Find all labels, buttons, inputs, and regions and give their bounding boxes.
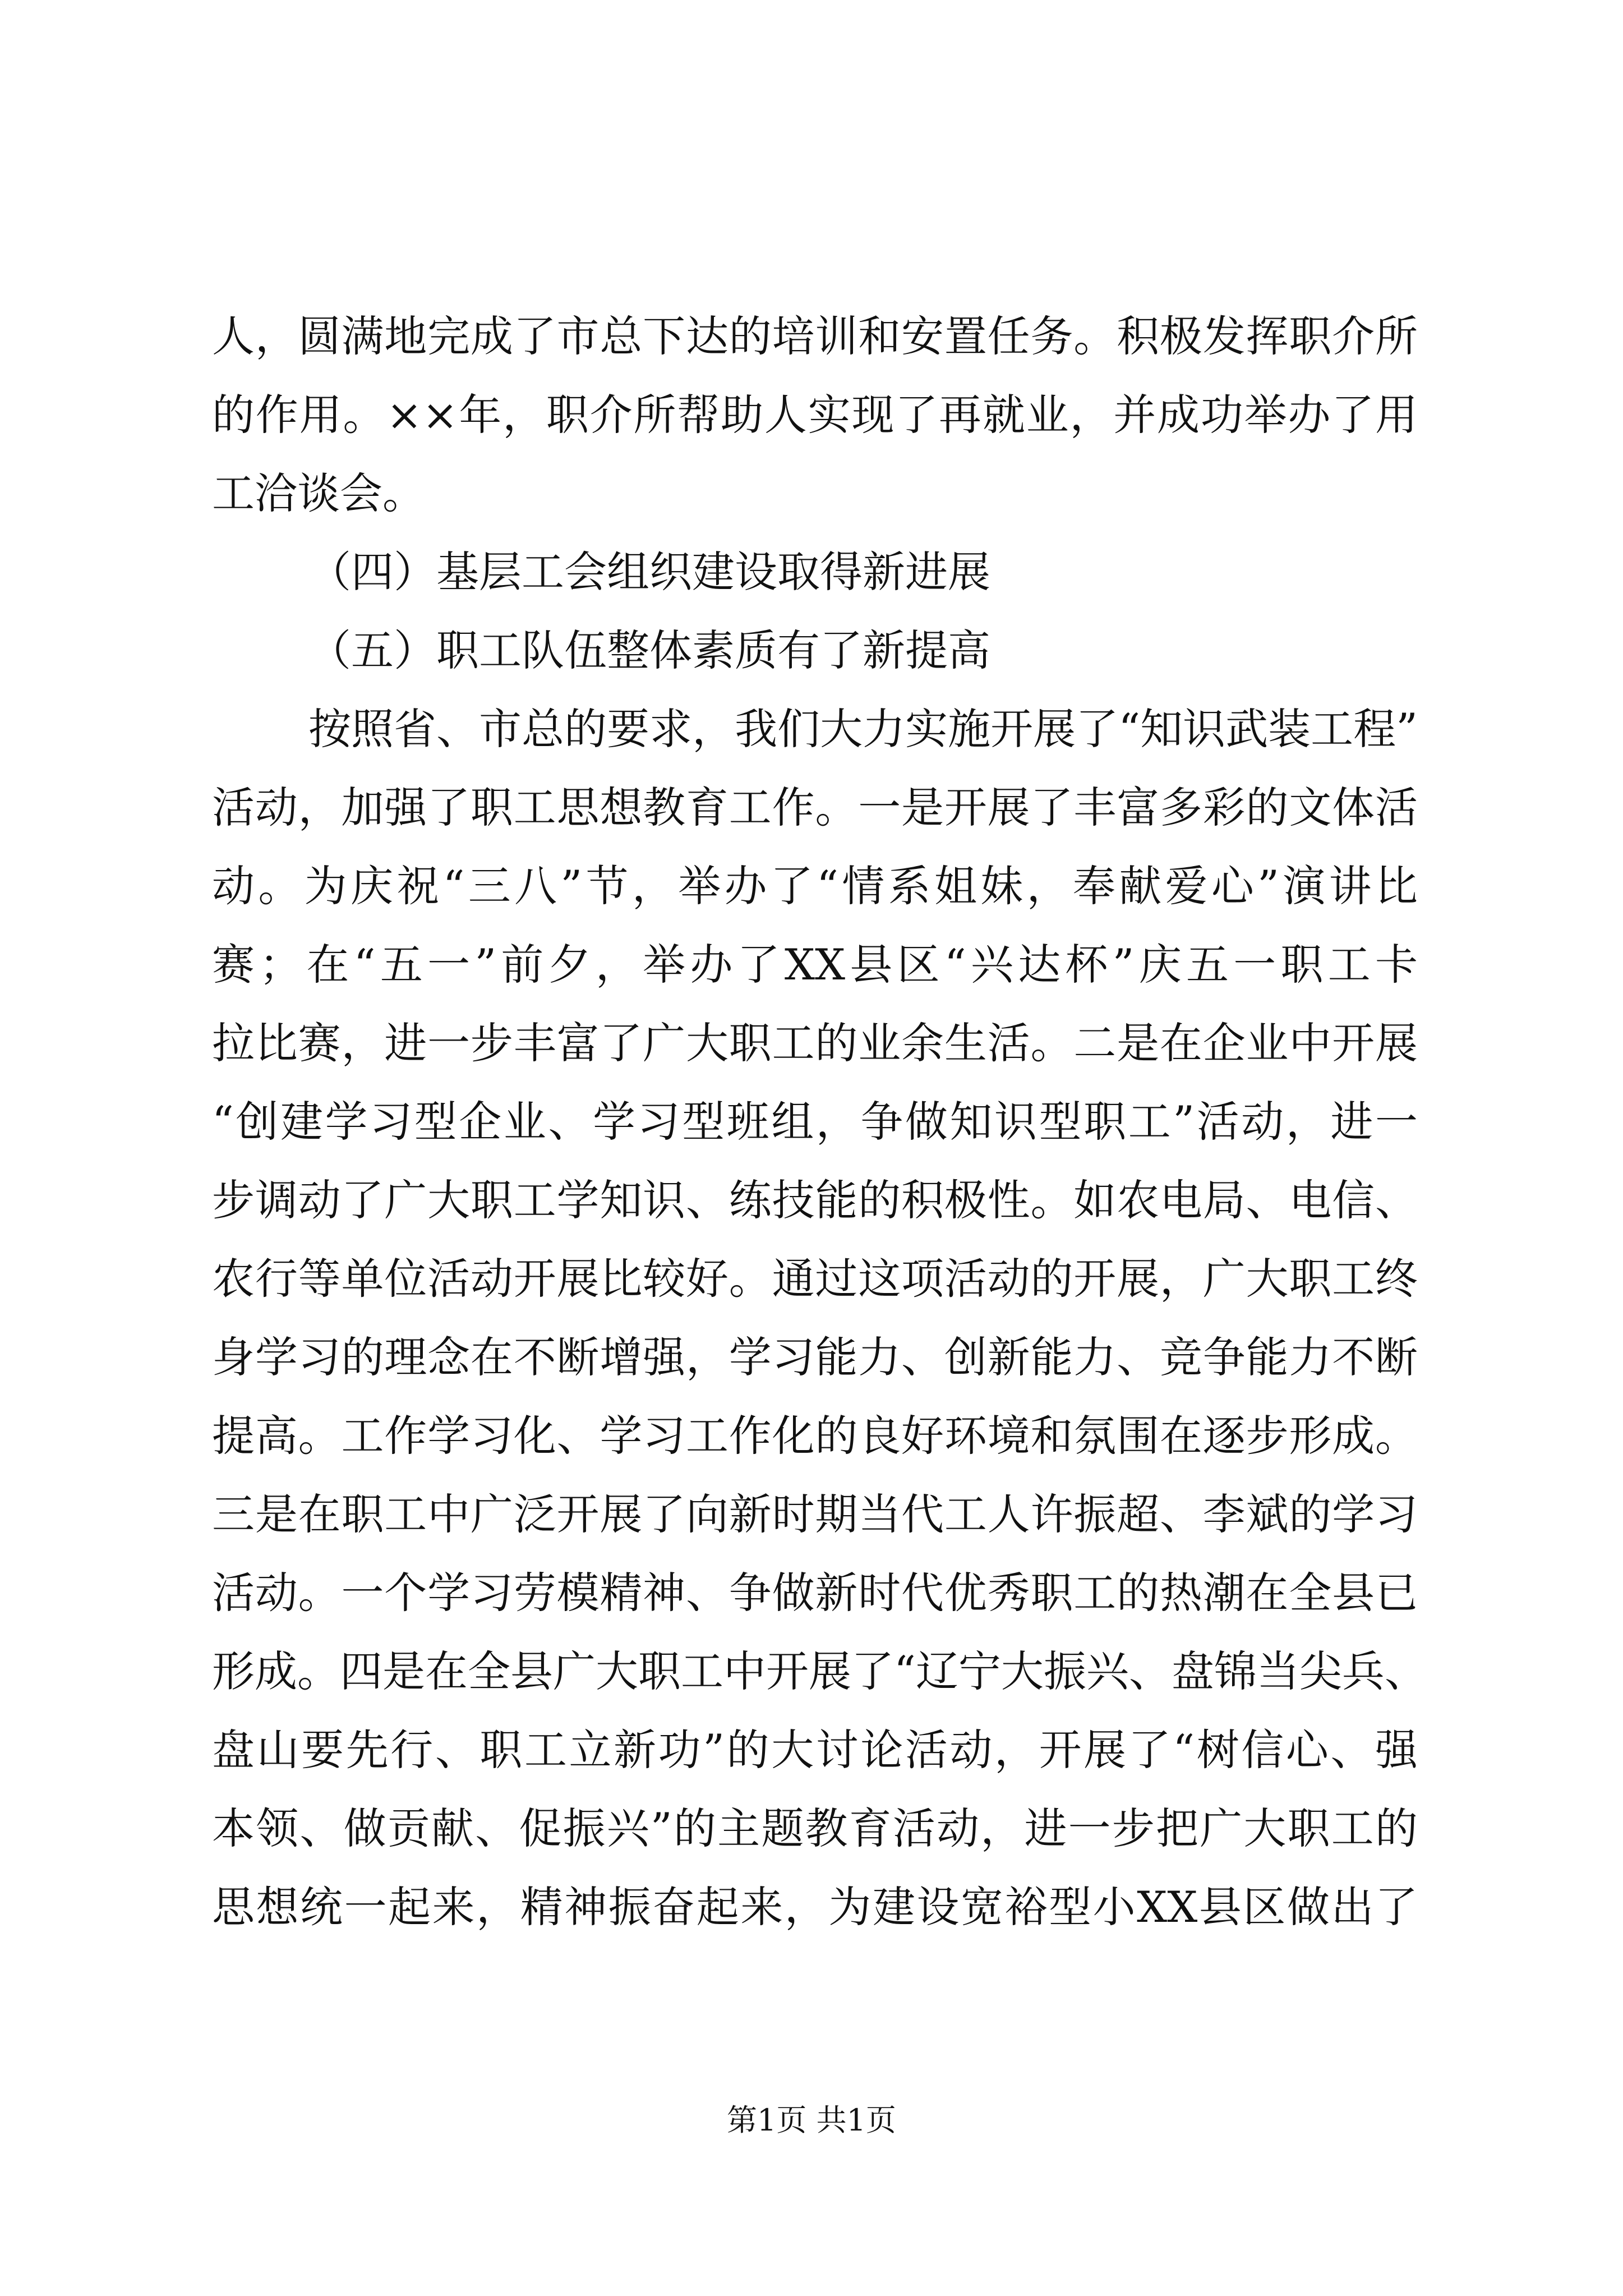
text-line: 提高。工作学习化、学习工作化的良好环境和氛围在逐步形成。 [212, 1411, 1418, 1461]
text-line: 身学习的理念在不断增强，学习能力、创新能力、竞争能力不断 [212, 1332, 1418, 1382]
text-line: 工洽谈会。 [212, 468, 425, 518]
text-line: 三是在职工中广泛开展了向新时期当代工人许振超、李斌的学习 [212, 1489, 1418, 1539]
text-line: 的作用。××年，职介所帮助人实现了再就业，并成功举办了用 [212, 390, 1418, 440]
page-footer: 第1页 共1页 [727, 2102, 896, 2138]
section-heading: （四）基层工会组织建设取得新进展 [308, 547, 990, 597]
text-line: “创建学习型企业、学习型班组，争做知识型职工”活动，进一 [212, 1097, 1418, 1147]
text-line: 拉比赛，进一步丰富了广大职工的业余生活。二是在企业中开展 [212, 1018, 1418, 1068]
text-line: 赛；在“五一”前夕，举办了XX县区“兴达杯”庆五一职工卡 [212, 940, 1418, 990]
text-line: 盘山要先行、职工立新功”的大讨论活动，开展了“树信心、强 [212, 1725, 1418, 1775]
text-line: 人，圆满地完成了市总下达的培训和安置任务。积极发挥职介所 [212, 311, 1418, 361]
text-line: 活动。一个学习劳模精神、争做新时代优秀职工的热潮在全县已 [212, 1568, 1418, 1618]
text-line: 农行等单位活动开展比较好。通过这项活动的开展，广大职工终 [212, 1254, 1418, 1304]
text-line: 思想统一起来，精神振奋起来，为建设宽裕型小XX县区做出了 [212, 1882, 1418, 1932]
text-line: 形成。四是在全县广大职工中开展了“辽宁大振兴、盘锦当尖兵、 [212, 1646, 1427, 1696]
paragraph-first-line: 按照省、市总的要求，我们大力实施开展了“知识武装工程” [308, 704, 1418, 754]
section-heading: （五）职工队伍整体素质有了新提高 [308, 625, 990, 675]
text-line: 活动，加强了职工思想教育工作。一是开展了丰富多彩的文体活 [212, 783, 1418, 832]
text-line: 本领、做贡献、促振兴”的主题教育活动，进一步把广大职工的 [212, 1803, 1418, 1853]
text-line: 步调动了广大职工学知识、练技能的积极性。如农电局、电信、 [212, 1175, 1418, 1225]
text-line: 动。为庆祝“三八”节，举办了“情系姐妹，奉献爱心”演讲比 [212, 861, 1418, 911]
document-body [212, 297, 1427, 1947]
